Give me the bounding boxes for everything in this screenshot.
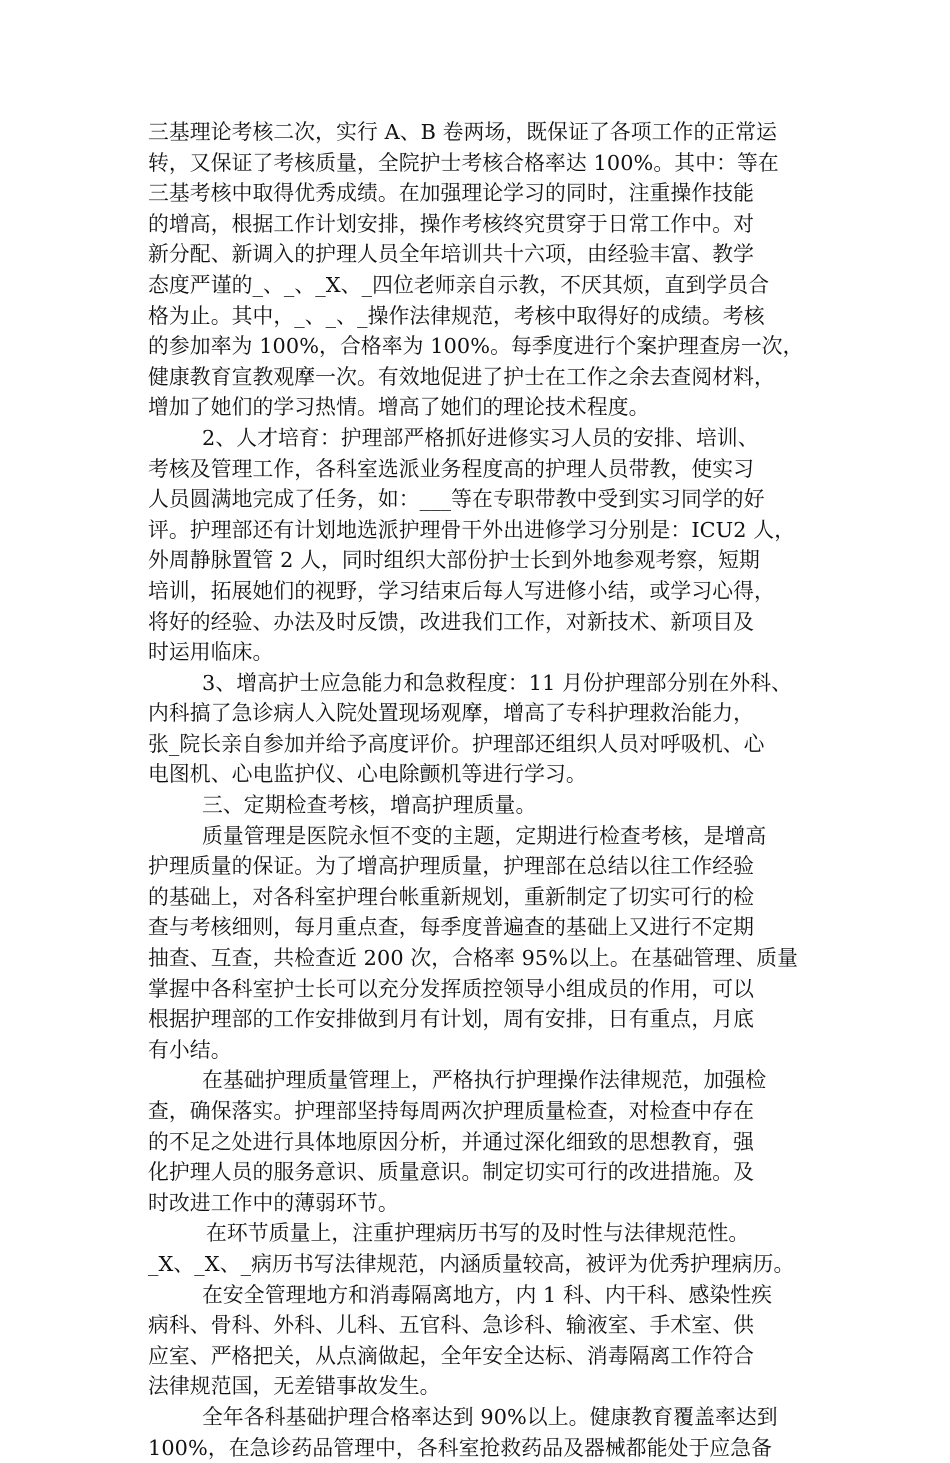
text-line-40: 病科、骨科、外科、儿科、五官科、急诊科、输液室、手术室、供 <box>148 1313 755 1338</box>
text-line-7: 格为止。其中，_、_、_操作法律规范，考核中取得好的成绩。考核 <box>148 303 765 328</box>
paragraph-safety-management-first-line: 在安全管理地方和消毒隔离地方，内 1 科、内干科、感染性疾 <box>202 1282 773 1307</box>
text-line-2: 转，又保证了考核质量，全院护士考核合格率达 100%。其中：等在 <box>148 150 779 175</box>
text-line-4: 的增高，根据工作计划安排，操作考核终究贯穿于日常工作中。对 <box>148 211 755 236</box>
paragraph-annual-rate-first-line: 全年各科基础护理合格率达到 90%以上。健康教育覆盖率达到 <box>202 1404 778 1429</box>
text-line-9: 健康教育宣教观摩一次。有效地促进了护士在工作之余去查阅材料， <box>148 364 775 389</box>
text-line-14: 评。护理部还有计划地选派护理骨干外出进修学习分别是：ICU2 人， <box>148 517 796 542</box>
text-line-34: 的不足之处进行具体地原因分析，并通过深化细致的思想教育，强 <box>148 1129 755 1154</box>
text-line-20: 内科搞了急诊病人入院处置现场观摩，增高了专科护理救治能力， <box>148 701 755 726</box>
text-line-38: _X、_X、_病历书写法律规范，内涵质量较高，被评为优秀护理病历。 <box>148 1251 795 1276</box>
text-line-5: 新分配、新调入的护理人员全年培训共十六项，由经验丰富、教学 <box>148 242 755 267</box>
paragraph-emergency-ability-first-line: 3、增高护士应急能力和急救程度：11 月份护理部分别在外科、 <box>202 670 793 695</box>
text-line-18: 时运用临床。 <box>148 640 274 665</box>
text-line-41: 应室、严格把关，从点滴做起，全年安全达标、消毒隔离工作符合 <box>148 1343 755 1368</box>
text-line-35: 化护理人员的服务意识、质量意识。制定切实可行的改进措施。及 <box>148 1160 755 1185</box>
text-line-22: 电图机、心电监护仪、心电除颤机等进行学习。 <box>148 762 587 787</box>
paragraph-basic-care-first-line: 在基础护理质量管理上，严格执行护理操作法律规范，加强检 <box>202 1068 767 1093</box>
section-heading-quality-check: 三、定期检查考核，增高护理质量。 <box>202 793 537 818</box>
text-line-44: 100%，在急诊药品管理中，各科室抢救药品及器械都能处于应急备 <box>148 1435 773 1460</box>
text-line-1: 三基理论考核二次，实行 A、B 卷两场，既保证了各项工作的正常运 <box>148 120 778 144</box>
text-line-8: 的参加率为 100%，合格率为 100%。每季度进行个案护理查房一次， <box>148 334 804 359</box>
text-line-28: 抽查、互查，共检查近 200 次，合格率 95%以上。在基础管理、质量 <box>148 946 798 971</box>
text-line-15: 外周静脉置管 2 人，同时组织大部份护士长到外地参观考察，短期 <box>148 548 760 573</box>
text-line-29: 掌握中各科室护士长可以充分发挥质控领导小组成员的作用，可以 <box>148 976 755 1001</box>
text-line-16: 培训，拓展她们的视野，学习结束后每人写进修小结，或学习心得， <box>148 578 775 603</box>
text-line-10: 增加了她们的学习热情。增高了她们的理论技术程度。 <box>148 395 650 420</box>
text-line-17: 将好的经验、办法及时反馈，改进我们工作，对新技术、新项目及 <box>148 609 755 634</box>
paragraph-link-quality-first-line: 在环节质量上，注重护理病历书写的及时性与法律规范性。 <box>206 1221 750 1246</box>
paragraph-talent-training-first-line: 2、人才培育：护理部严格抓好进修实习人员的安排、培训、 <box>202 425 759 450</box>
text-line-21: 张_院长亲自参加并给予高度评价。护理部还组织人员对呼吸机、心 <box>148 731 765 756</box>
text-line-27: 查与考核细则，每月重点查，每季度普遍查的基础上又进行不定期 <box>148 915 755 940</box>
text-line-33: 查，确保落实。护理部坚持每周两次护理质量检查，对检查中存在 <box>148 1099 755 1123</box>
text-line-42: 法律规范国，无差错事故发生。 <box>148 1374 441 1399</box>
text-line-26: 的基础上，对各科室护理台帐重新规划，重新制定了切实可行的检 <box>148 884 755 909</box>
text-line-13: 人员圆满地完成了任务，如：___等在专职带教中受到实习同学的好 <box>148 487 765 512</box>
text-line-25: 护理质量的保证。为了增高护理质量，护理部在总结以往工作经验 <box>148 854 755 879</box>
text-line-30: 根据护理部的工作安排做到月有计划，周有安排，日有重点，月底 <box>148 1007 755 1032</box>
document-body <box>148 117 810 1463</box>
text-line-3: 三基考核中取得优秀成绩。在加强理论学习的同时，注重操作技能 <box>148 181 755 206</box>
text-line-36: 时改进工作中的薄弱环节。 <box>148 1190 399 1215</box>
paragraph-quality-management-first-line: 质量管理是医院永恒不变的主题，定期进行检查考核，是增高 <box>202 823 767 848</box>
text-line-31: 有小结。 <box>148 1037 232 1062</box>
text-line-6: 态度严谨的_、_、_X、_四位老师亲自示教，不厌其烦，直到学员合 <box>148 272 770 297</box>
text-line-12: 考核及管理工作，各科室选派业务程度高的护理人员带教，使实习 <box>148 456 755 481</box>
